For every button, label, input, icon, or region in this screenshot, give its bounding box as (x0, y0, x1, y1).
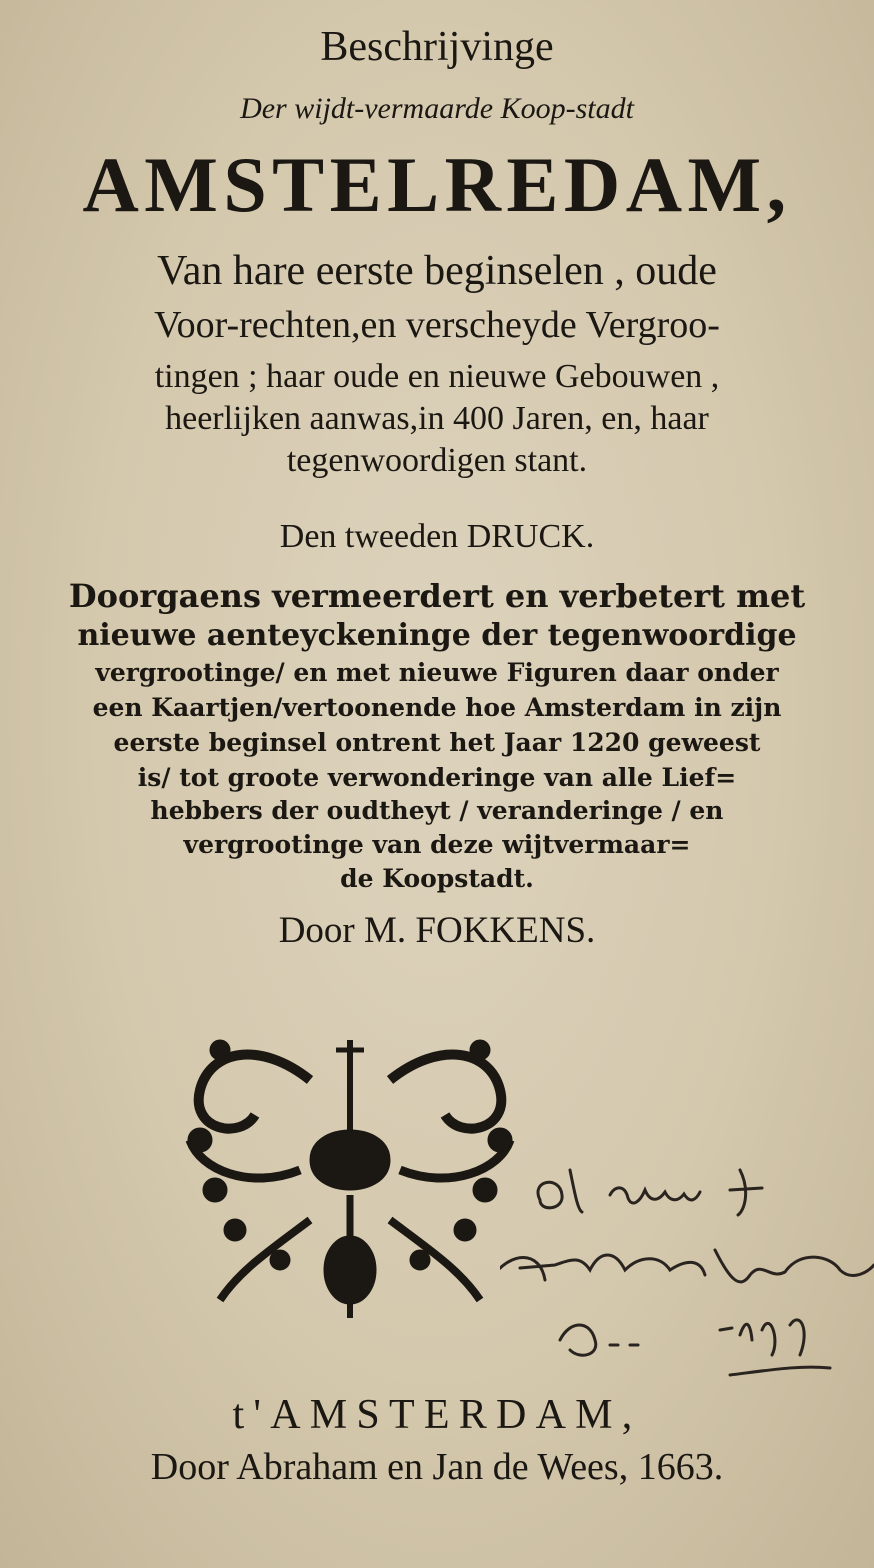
subtitle-line: Van hare eerste beginselen , oude (157, 248, 717, 294)
gothic-line: vergrootinge/ en met nieuwe Figuren daar onder (95, 658, 779, 687)
gothic-line: eerste beginsel ontrent het Jaar 1220 geweest (113, 728, 761, 757)
author-line: Door M. FOKKENS. (278, 910, 596, 951)
gothic-line: de Koopstadt. (340, 864, 534, 893)
gothic-line: nieuwe aenteyckeninge der tegenwoordige (77, 618, 797, 653)
gothic-line: Doorgaens vermeerdert en verbetert met (68, 577, 806, 615)
subtitle-line: Voor-rechten,en verscheyde Vergroo- (154, 304, 720, 346)
gothic-line: hebbers der oudtheyt / veranderinge / en (150, 796, 724, 825)
floral-ornament-icon (160, 1020, 540, 1320)
title-main: AMSTELREDAM, (82, 141, 792, 228)
gothic-line: een Kaartjen/vertoonende hoe Amsterdam in zijn (92, 693, 782, 722)
edition-line: Den tweeden DRUCK. (279, 518, 595, 555)
title-line-1: Beschrijvinge (320, 24, 554, 70)
gothic-line: vergrootinge van deze wijtvermaar= (183, 830, 691, 859)
subtitle-line: tingen ; haar oude en nieuwe Gebouwen , (154, 358, 720, 395)
title-line-2: Der wijdt-vermaarde Koop-stadt (240, 92, 634, 125)
imprint-printer: Door Abraham en Jan de Wees, 1663. (150, 1446, 724, 1488)
imprint-place: t'AMSTERDAM, (232, 1392, 642, 1438)
handwritten-inscription (500, 1140, 874, 1400)
subtitle-line: tegenwoordigen stant. (286, 442, 588, 479)
subtitle-line: heerlijken aanwas,in 400 Jaren, en, haar (165, 400, 709, 437)
gothic-line: is/ tot groote verwonderinge van alle Lief= (137, 763, 737, 792)
